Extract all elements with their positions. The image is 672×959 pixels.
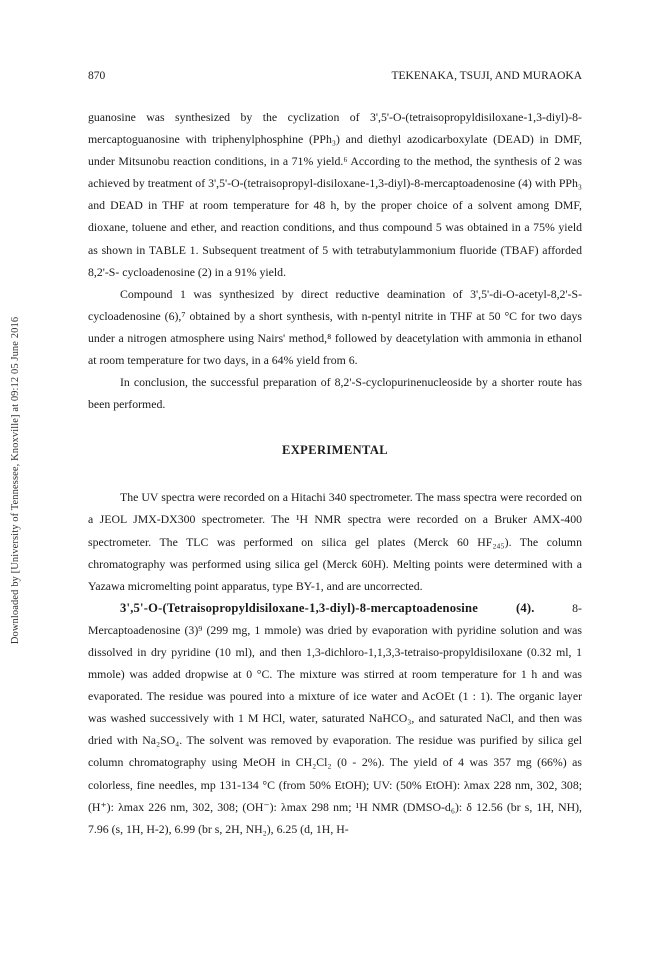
compound-4-procedure: 8-Mercaptoadenosine (3)⁹ (299 mg, 1 mmole) was dried by evaporation with pyridine solution and was dissolved in dry pyridine (10 ml), and then 1,3-dichloro-1,1,3,3-tetraiso-propyldisiloxane (0.32 ml, 1 mmole) was added dropwise at 0 °C. The mixture was stirred at room temperature for 1 h and was evaporated. The residue was poured into a mixture of ice water and AcOEt (1 : 1). The organic layer was washed successively with 1 M HCl, water, saturated NaHCO₃, and saturated NaCl, and then was dried with Na₂SO₄. The solvent was removed by evaporation. The residue was purified by silica gel column chromatography using MeOH in CH₂Cl₂ (0 - 2%). The yield of 4 was 357 mg (66%) as colorless, fine needles, mp 131-134 °C (from 50% EtOH); UV: (50% EtOH): λmax 228 nm, 302, 308; (H⁺): λmax 226 nm, 302, 308; (OH⁻): λmax 298 nm; ¹H NMR (DMSO-d₆): δ 12.56 (br s, 1H, NH), 7.96 (s, 1H, H-2), 6.99 (br s, 2H, NH₂), 6.25 (d, 1H, H- <box>88 600 582 836</box>
download-notice <box>8 40 24 920</box>
paragraph-conclusion: In conclusion, the successful preparation of 8,2'-S-cyclopurinenucleoside by a shorter route has been performed. <box>88 375 582 412</box>
paragraph-compound-1: Compound 1 was synthesized by direct reductive deamination of 3',5'-di-O-acetyl-8,2'-S-cycloadenosine (6),⁷ obtained by a short synthesis, with n-pentyl nitrite in THF at 50 °C for two days under a nitrogen atmosphere using Nairs' method,⁸ followed by deacetylation with ammonia in ethanol at room temperature for two days, in a 64% yield from 6. <box>88 286 582 368</box>
download-notice-text: Downloaded by [University of Tennessee, Knoxville] at 09:12 05 June 2016 <box>10 316 22 644</box>
page-header <box>88 70 582 82</box>
paragraph-synthesis: guanosine was synthesized by the cyclization of 3',5'-O-(tetraisopropyldisiloxane-1,3-diyl)-8-mercaptoguanosine with triphenylphosphine (PPh₃) and diethyl azodicarboxylate (DEAD) in DMF, under Mitsunobu reaction conditions, in a 71% yield.⁶ According to the method, the synthesis of 2 was achieved by treatment of 3',5'-O-(tetraisopropyl-disiloxane-1,3-diyl)-8-mercaptoadenosine (4) with PPh₃ and DEAD in THF at room temperature for 48 h, by the proper choice of a solvent among DMF, dioxane, toluene and ether, and reaction conditions, and thus compound 5 was obtained in a 75% yield as shown in TABLE 1. Subsequent treatment of 5 with tetrabutylammonium fluoride (TBAF) afforded 8,2'-S- cycloadenosine (2) in a 91% yield. <box>88 110 582 279</box>
compound-4-title: 3',5'-O-(Tetraisopropyldisiloxane-1,3-diyl)-8-mercaptoadenosine (4). <box>120 600 535 615</box>
article-body <box>88 106 582 840</box>
running-title: TEKENAKA, TSUJI, AND MURAOKA <box>391 70 582 82</box>
paragraph-compound-4 <box>88 597 582 840</box>
paragraph-instruments: The UV spectra were recorded on a Hitachi 340 spectrometer. The mass spectra were recorded on a JEOL JMX-DX300 spectrometer. The ¹H NMR spectra were recorded on a Bruker AMX-400 spectrometer. The TLC was performed on silica gel plates (Merck 60 HF₂₄₅). The column chromatography was performed using silica gel (Merck 60H). Melting points were determined with a Yazawa micromelting point apparatus, type BY-1, and are uncorrected. <box>88 490 582 593</box>
page-number: 870 <box>88 70 106 82</box>
section-title-experimental: EXPERIMENTAL <box>282 443 388 458</box>
